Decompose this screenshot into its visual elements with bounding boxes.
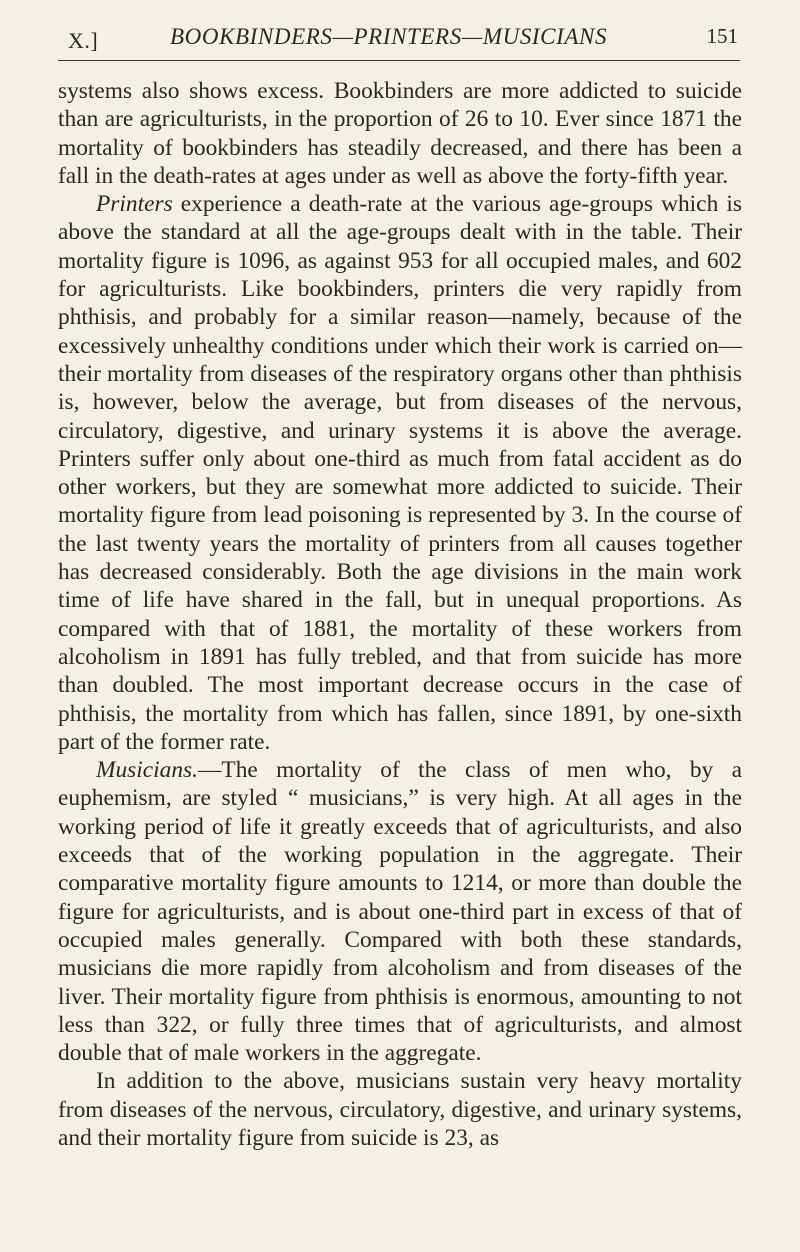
body-text (58, 77, 742, 1152)
paragraph-text: —The mortality of the class of men who, by a euphemism, are styled “ musicians,” is very high. At all ages in the working period of life it greatly exceeds that of agriculturists, and also exceeds that of the working population in the aggregate. Their comparative mortality figure amounts to 1214, or more than double the figure for agriculturists, and is about one-third part in excess of that of occupied males generally. Compared with both these standards, musicians die more rapidly from alcoholism and from diseases of the liver. Their mortality figure from phthisis is enormous, amounting to not less than 322, or fully three times that of agriculturists, and almost double that of male workers in the aggregate. (58, 757, 742, 1067)
running-head (58, 14, 740, 61)
paragraph-text: In addition to the above, musicians sustain very heavy mortality from diseases of the nervous, circulatory, digestive, and urinary systems, and their mortality figure from suicide is 23, as (58, 1068, 742, 1151)
paragraph-musicians-addition (58, 1067, 742, 1152)
running-title: BOOKBINDERS—PRINTERS—MUSICIANS (170, 24, 608, 49)
paragraph-text: experience a death-rate at the various age-groups which is above the standard at all the age-groups dealt with in the table. Their mortality figure is 1096, as against 953 for all occupied males, and 602 for agriculturists. Like bookbinders, printers die very rapidly from phthisis, and probably for a similar reason—namely, because of the excessively unhealthy conditions under which their work is carried on—their mortality from diseases of the respiratory organs other than phthisis is, however, below the average, but from diseases of the nervous, circulatory, digestive, and urinary systems it is above the average. Printers suffer only about one-third as much from fatal accident as do other workers, but they are somewhat more addicted to suicide. Their mortality figure from lead poisoning is represented by 3. In the course of the last twenty years the mortality of printers from all causes together has decreased considerably. Both the age divisions in the main work time of life have shared in the fall, but in unequal proportions. As compared with that of 1881, the mortality of these workers from alcoholism in 1891 has fully trebled, and that from suicide has more than doubled. The most important decrease occurs in the case of phthisis, the mortality from which has fallen, since 1891, by one-sixth part of the former rate. (58, 191, 742, 755)
chapter-number: X.] (68, 28, 99, 53)
page-number: 151 (706, 24, 738, 48)
paragraph-text: systems also shows excess. Bookbinders are more addicted to suicide than are agriculturists, in the proportion of 26 to 10. Ever since 1871 the mortality of bookbinders has steadily decreased, and there has been a fall in the death-rates at ages under as well as above the forty-fifth year. (58, 78, 742, 189)
paragraph-lead-musicians: Musicians. (96, 757, 199, 784)
paragraph-bookbinders-continued (58, 77, 742, 190)
paragraph-lead-printers: Printers (96, 191, 173, 218)
paragraph-printers (58, 190, 742, 756)
paragraph-musicians (58, 756, 742, 1067)
